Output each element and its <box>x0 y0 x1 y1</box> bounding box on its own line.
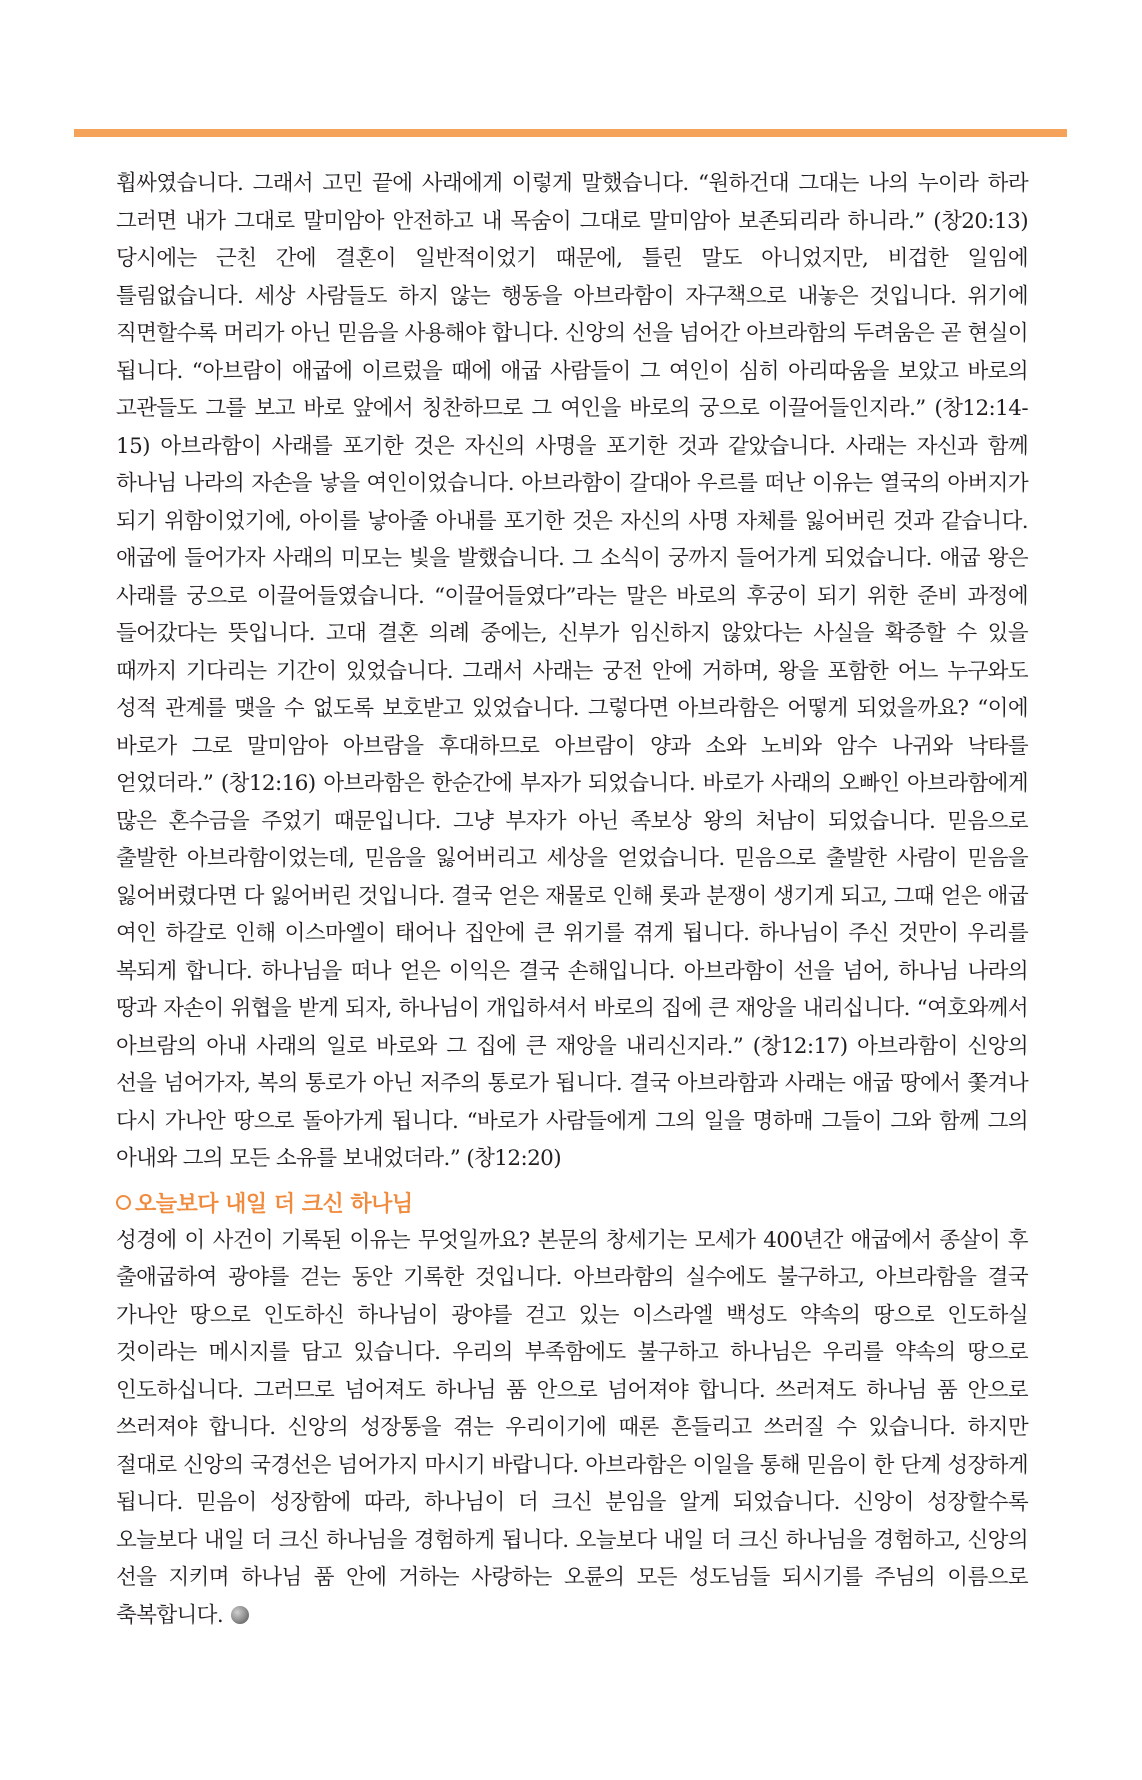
section-heading-text: 오늘보다 내일 더 크신 하나님 <box>135 1191 413 1217</box>
end-mark-icon <box>231 1606 249 1624</box>
article-body <box>116 165 1028 1634</box>
paragraph-2 <box>116 1222 1028 1635</box>
paragraph-1: 휩싸였습니다. 그래서 고민 끝에 사래에게 이렇게 말했습니다. “원하건대 그대는 나의 누이라 하라 그러면 내가 그대로 말미암아 안전하고 내 목숨이 그대로 말미암아 보존되리라 하니라.” (창20:13) 당시에는 근친 간에 결혼이 일반적이었기 때문에, 틀린 말도 아니었지만, 비겁한 일임에 틀림없습니다. 세상 사람들도 하지 않는 행동을 아브라함이 자구책으로 내놓은 것입니다. 위기에 직면할수록 머리가 아닌 믿음을 사용해야 합니다. 신앙의 선을 넘어간 아브라함의 두려움은 곧 현실이 됩니다. “아브람이 애굽에 이르렀을 때에 애굽 사람들이 그 여인이 심히 아리따움을 보았고 바로의 고관들도 그를 보고 바로 앞에서 칭찬하므로 그 여인을 바로의 궁으로 이끌어들인지라.” (창12:14-15) 아브라함이 사래를 포기한 것은 자신의 사명을 포기한 것과 같았습니다. 사래는 자신과 함께 하나님 나라의 자손을 낳을 여인이었습니다. 아브라함이 갈대아 우르를 떠난 이유는 열국의 아버지가 되기 위함이었기에, 아이를 낳아줄 아내를 포기한 것은 자신의 사명 자체를 잃어버린 것과 같습니다. 애굽에 들어가자 사래의 미모는 빛을 발했습니다. 그 소식이 궁까지 들어가게 되었습니다. 애굽 왕은 사래를 궁으로 이끌어들였습니다. “이끌어들였다”라는 말은 바로의 후궁이 되기 위한 준비 과정에 들어갔다는 뜻입니다. 고대 결혼 의례 중에는, 신부가 임신하지 않았다는 사실을 확증할 수 있을 때까지 기다리는 기간이 있었습니다. 그래서 사래는 궁전 안에 거하며, 왕을 포함한 어느 누구와도 성적 관계를 맺을 수 없도록 보호받고 있었습니다. 그렇다면 아브라함은 어떻게 되었을까요? “이에 바로가 그로 말미암아 아브람을 후대하므로 아브람이 양과 소와 노비와 암수 나귀와 낙타를 얻었더라.” (창12:16) 아브라함은 한순간에 부자가 되었습니다. 바로가 사래의 오빠인 아브라함에게 많은 혼수금을 주었기 때문입니다. 그냥 부자가 아닌 족보상 왕의 처남이 되었습니다. 믿음으로 출발한 아브라함이었는데, 믿음을 잃어버리고 세상을 얻었습니다. 믿음으로 출발한 사람이 믿음을 잃어버렸다면 다 잃어버린 것입니다. 결국 얻은 재물로 인해 롯과 분쟁이 생기게 되고, 그때 얻은 애굽 여인 하갈로 인해 이스마엘이 태어나 집안에 큰 위기를 겪게 됩니다. 하나님이 주신 것만이 우리를 복되게 합니다. 하나님을 떠나 얻은 이익은 결국 손해입니다. 아브라함이 선을 넘어, 하나님 나라의 땅과 자손이 위협을 받게 되자, 하나님이 개입하셔서 바로의 집에 큰 재앙을 내리십니다. “여호와께서 아브람의 아내 사래의 일로 바로와 그 집에 큰 재앙을 내리신지라.” (창12:17) 아브라함이 신앙의 선을 넘어가자, 복의 통로가 아닌 저주의 통로가 됩니다. 결국 아브라함과 사래는 애굽 땅에서 쫓겨나 다시 가나안 땅으로 돌아가게 됩니다. “바로가 사람들에게 그의 일을 명하매 그들이 그와 함께 그의 아내와 그의 모든 소유를 보내었더라.” (창12:20) <box>116 171 1028 1171</box>
section-heading <box>116 1188 1028 1222</box>
paragraph-2-text: 성경에 이 사건이 기록된 이유는 무엇일까요? 본문의 창세기는 모세가 400년간 애굽에서 종살이 후 출애굽하여 광야를 걷는 동안 기록한 것입니다. 아브라함의 실수에도 불구하고, 아브라함을 결국 가나안 땅으로 인도하신 하나님이 광야를 걷고 있는 이스라엘 백성도 약속의 땅으로 인도하실 것이라는 메시지를 담고 있습니다. 우리의 부족함에도 불구하고 하나님은 우리를 약속의 땅으로 인도하십니다. 그러므로 넘어져도 하나님 품 안으로 넘어져야 합니다. 쓰러져도 하나님 품 안으로 쓰러져야 합니다. 신앙의 성장통을 겪는 우리이기에 때론 흔들리고 쓰러질 수 있습니다. 하지만 절대로 신앙의 국경선은 넘어가지 마시기 바랍니다. 아브라함은 이일을 통해 믿음이 한 단계 성장하게 됩니다. 믿음이 성장함에 따라, 하나님이 더 크신 분임을 알게 되었습니다. 신앙이 성장할수록 오늘보다 내일 더 크신 하나님을 경험하게 됩니다. 오늘보다 내일 더 크신 하나님을 경험하고, 신앙의 선을 지키며 하나님 품 안에 거하는 사랑하는 오륜의 모든 성도님들 되시기를 주님의 이름으로 축복합니다. <box>116 1227 1028 1628</box>
circle-bullet-icon <box>116 1195 131 1210</box>
top-accent-rule <box>74 129 1067 137</box>
